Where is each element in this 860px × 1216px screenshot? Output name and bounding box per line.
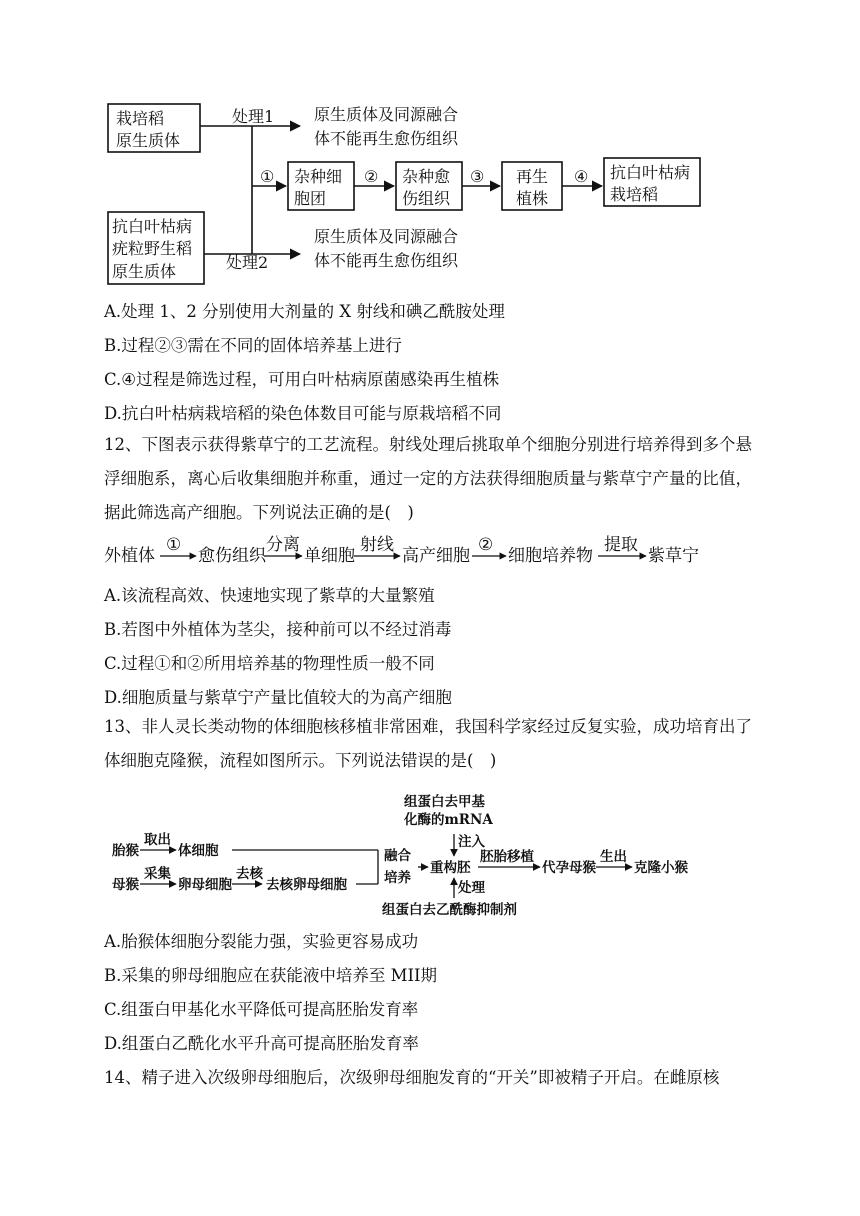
flow-node-high-yield: 高产细胞	[402, 546, 470, 566]
q12-stem: 12、下图表示获得紫草宁的工艺流程。射线处理后挑取单个细胞分别进行培养得到多个悬浮细胞系，离心后收集细胞并称重，通过一定的方法获得细胞质量与紫草宁产量的比值，据此筛选高产细胞。下列说法正确的是( )	[104, 435, 752, 522]
q12-option-c[interactable]: C.过程①和②所用培养基的物理性质一般不同	[104, 654, 435, 673]
q14-stem: 14、精子进入次级卵母细胞后，次级卵母细胞发育的“开关”即被精子开启。在雌原核	[104, 1068, 720, 1087]
step4-label: ④	[574, 167, 589, 186]
q13-option-d[interactable]: D.组蛋白乙酰化水平升高可提高胚胎发育率	[104, 1034, 419, 1053]
q11-option-a[interactable]: A.处理 1、2 分别使用大剂量的 X 射线和碘乙酰胺处理	[104, 302, 505, 321]
q11-option-b[interactable]: B.过程②③需在不同的固体培养基上进行	[104, 336, 402, 355]
mother-monkey: 母猴	[112, 877, 139, 893]
flow-label-1: ①	[166, 535, 182, 555]
final-line2: 栽培稻	[610, 185, 659, 204]
result2-line1: 原生质体及同源融合	[314, 227, 459, 246]
mrna-line2: 化酶的mRNA	[404, 812, 493, 828]
step1-label: ①	[260, 167, 275, 186]
q12-option-d[interactable]: D.细胞质量与紫草宁产量比值较大的为高产细胞	[104, 688, 452, 707]
wild-box-line3: 原生质体	[112, 262, 177, 281]
rice-box-line1: 栽培稻	[116, 109, 165, 128]
collect-label: 采集	[144, 866, 171, 882]
q13-option-a[interactable]: A.胎猴体细胞分裂能力强，实验更容易成功	[104, 932, 419, 951]
surrogate-monkey: 代孕母猴	[542, 860, 596, 876]
fusion-line2: 培养	[384, 870, 411, 886]
somatic-cell: 体细胞	[178, 843, 219, 859]
mrna-line1: 组蛋白去甲基	[404, 794, 485, 810]
treat-label: 处理	[458, 880, 485, 896]
fusion-diagram	[104, 96, 704, 290]
step2-label: ②	[364, 167, 379, 186]
reconstructed-embryo: 重构胚	[430, 860, 471, 876]
flow-node-culture: 细胞培养物	[508, 546, 593, 566]
treat2-label: 处理2	[226, 253, 269, 272]
treat1-label: 处理1	[232, 107, 275, 126]
oocyte: 卵母细胞	[178, 877, 232, 893]
birth-label: 生出	[600, 849, 627, 865]
clone-monkey-diagram	[112, 792, 712, 920]
q13-option-b[interactable]: B.采集的卵母细胞应在获能液中培养至 MII期	[104, 966, 438, 985]
q12-option-b[interactable]: B.若图中外植体为茎尖，接种前可以不经过消毒	[104, 620, 452, 639]
cluster-line2: 胞团	[294, 189, 327, 208]
fetal-monkey: 胎猴	[112, 843, 139, 859]
q11-option-d[interactable]: D.抗白叶枯病栽培稻的染色体数目可能与原栽培稻不同	[104, 404, 502, 423]
flow-node-single-cell: 单细胞	[304, 546, 355, 566]
zicao-flow	[104, 532, 724, 572]
inhibitor: 组蛋白去乙酰酶抑制剂	[382, 902, 517, 918]
callus-line1: 杂种愈	[402, 167, 451, 186]
flow-label-separate: 分离	[266, 535, 300, 555]
q13-option-c[interactable]: C.组蛋白甲基化水平降低可提高胚胎发育率	[104, 1000, 419, 1019]
flow-node-shikonin: 紫草宁	[648, 546, 699, 566]
result2-line2: 体不能再生愈伤组织	[314, 251, 459, 270]
flow-label-ray: 射线	[360, 535, 394, 555]
callus-line2: 伤组织	[402, 189, 451, 208]
flow-label-extract: 提取	[604, 535, 638, 555]
clone-monkey: 克隆小猴	[634, 860, 688, 876]
enucleate-label: 去核	[236, 866, 263, 882]
q11-option-c[interactable]: C.④过程是筛选过程，可用白叶枯病原菌感染再生植株	[104, 370, 500, 389]
q12-option-a[interactable]: A.该流程高效、快速地实现了紫草的大量繁殖	[104, 586, 435, 605]
embryo-transfer-label: 胚胎移植	[480, 849, 534, 865]
final-line1: 抗白叶枯病	[610, 163, 691, 182]
take-out-label: 取出	[144, 832, 171, 848]
wild-box-line1: 抗白叶枯病	[112, 217, 193, 236]
wild-box-line2: 疣粒野生稻	[112, 239, 193, 258]
flow-label-2: ②	[478, 535, 494, 555]
step3-label: ③	[470, 167, 485, 186]
result1-line2: 体不能再生愈伤组织	[314, 129, 459, 148]
result1-line1: 原生质体及同源融合	[314, 105, 459, 124]
q13-stem: 13、非人灵长类动物的体细胞核移植非常困难，我国科学家经过反复实验，成功培育出了体细胞克隆猴，流程如图所示。下列说法错误的是( )	[104, 717, 752, 770]
plant-line1: 再生	[516, 167, 549, 186]
plant-line2: 植株	[516, 189, 549, 208]
fusion-line1: 融合	[384, 848, 411, 864]
enucleated-oocyte: 去核卵母细胞	[266, 877, 347, 893]
flow-node-callus: 愈伤组织	[198, 546, 266, 566]
flow-node-explant: 外植体	[104, 546, 155, 566]
inject-label: 注入	[458, 834, 485, 850]
rice-box-line2: 原生质体	[116, 131, 181, 150]
cluster-line1: 杂种细	[294, 167, 343, 186]
